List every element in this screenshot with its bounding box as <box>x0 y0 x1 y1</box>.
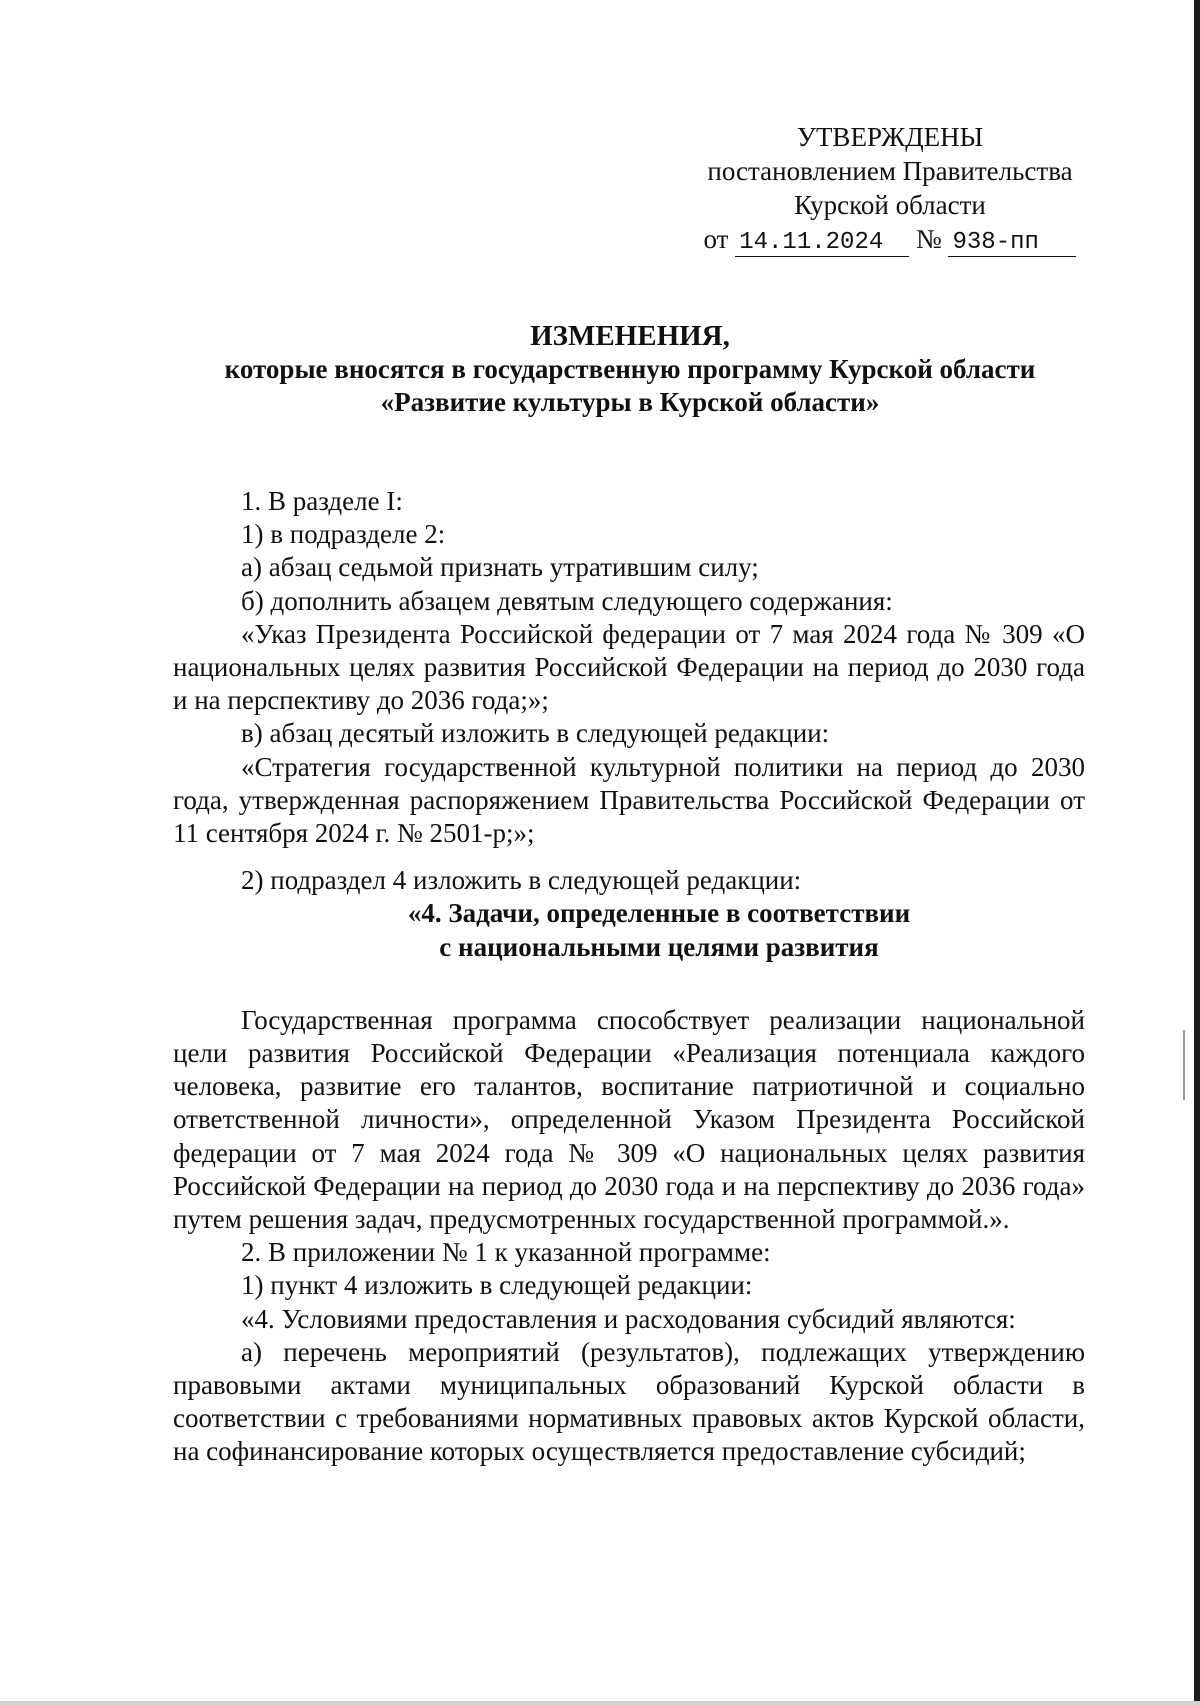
scan-smudge <box>1183 1030 1185 1100</box>
paragraph-3: а) абзац седьмой признать утратившим силу; <box>241 552 759 583</box>
paragraph-13: а) перечень мероприятий (результатов), подлежащих утверждению правовыми актами муниципальных образований Курской области в соответствии с требованиями нормативных правовых актов Курской области, на софинансирование которых осуществляется предоставление субсидий; <box>173 1336 1085 1467</box>
paragraph-5: «Указ Президента Российской федерации от 7 мая 2024 года № 309 «О национальных целях развития Российской Федерации на период до 2030 года и на перспективу до 2036 года;»; <box>173 618 1085 716</box>
approval-heading: УТВЕРЖДЕНЫ <box>796 122 984 152</box>
section-title-line-1: «4. Задачи, определенные в соответствии <box>407 898 911 929</box>
paragraph-7: «Стратегия государственной культурной политики на период до 2030 года, утвержденная распоряжением Правительства Российской Федерации от 11 сентября 2024 г. № 2501-р;»; <box>173 751 1085 849</box>
spacer <box>173 964 1085 1004</box>
paragraph-9: Государственная программа способствует реализации национальной цели развития Российской Федерации «Реализация потенциала каждого человека, развитие его талантов, воспитание патриотичной и социально ответственной личности», определенной Указом Президента Российской федерации от 7 мая 2024 года № 309 «О национальных целях развития Российской Федерации на период до 2030 года и на перспективу до 2036 года» путем решения задач, предусмотренных государственной программой.». <box>173 1004 1085 1235</box>
paragraph-10: 2. В приложении № 1 к указанной программе: <box>241 1237 771 1268</box>
approval-line-1: постановлением Правительства <box>707 156 1073 186</box>
approval-date-line <box>690 222 1090 257</box>
approval-number: 938-пп <box>948 230 1076 257</box>
spacer <box>173 850 1085 864</box>
approval-line-2: Курской области <box>794 190 986 220</box>
paragraph-12: «4. Условиями предоставления и расходования субсидий являются: <box>241 1303 1016 1334</box>
paragraph-1: 1. В разделе I: <box>241 486 403 516</box>
approval-date: 14.11.2024 <box>735 230 909 257</box>
paragraph-11: 1) пункт 4 изложить в следующей редакции: <box>241 1270 753 1301</box>
approval-number-label: № <box>915 224 942 254</box>
document-body <box>173 485 1085 1469</box>
paragraph-8: 2) подраздел 4 изложить в следующей редакции: <box>241 865 802 896</box>
paragraph-4: б) дополнить абзацем девятым следующего содержания: <box>241 585 893 616</box>
document-title <box>170 320 1090 419</box>
approval-stamp-block <box>690 120 1090 257</box>
scan-bottom-edge <box>0 1701 1200 1705</box>
approval-from-label: от <box>703 224 729 254</box>
title-heading: ИЗМЕНЕНИЯ, <box>530 320 730 352</box>
scan-edge-shadow <box>1194 0 1200 1705</box>
title-line-1: которые вносятся в государственную программу Курской области <box>224 354 1036 384</box>
paragraph-6: в) абзац десятый изложить в следующей редакции: <box>241 718 830 749</box>
title-line-2: «Развитие культуры в Курской области» <box>380 387 880 417</box>
section-title-line-2: с национальными целями развития <box>439 931 879 962</box>
paragraph-2: 1) в подразделе 2: <box>241 519 446 550</box>
